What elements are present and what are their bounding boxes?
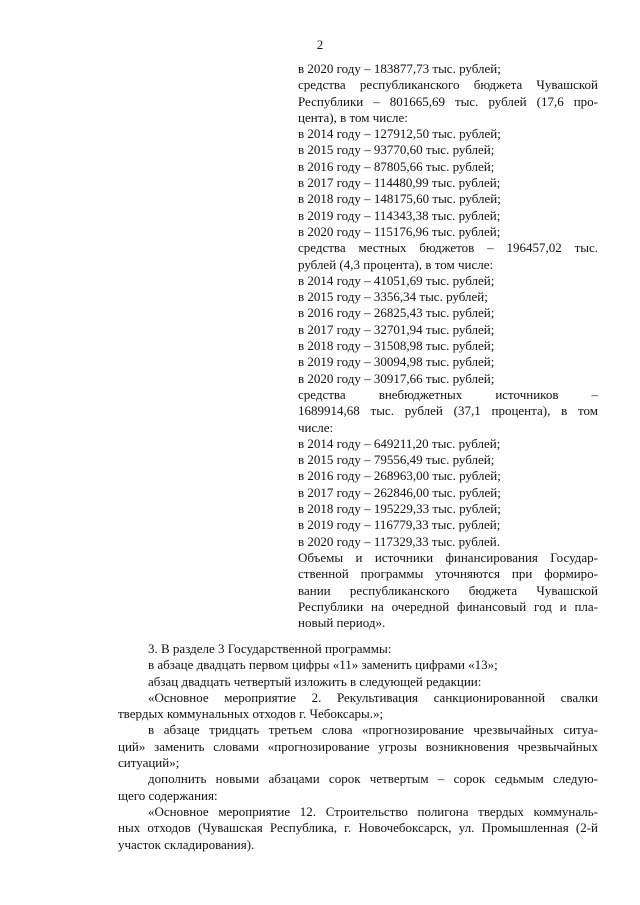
- financing-line: 1689914,68 тыс. рублей (37,1 процента), в том: [298, 403, 598, 419]
- financing-line: цента), в том числе:: [298, 109, 408, 125]
- financing-line: новый период».: [298, 615, 386, 631]
- financing-line: в 2014 году – 41051,69 тыс. рублей;: [298, 272, 495, 288]
- amendment-line: ных отходов (Чувашская Республика, г. Новочебоксарск, ул. Промышленная (2-й: [118, 820, 598, 836]
- financing-line: в 2018 году – 195229,33 тыс. рублей;: [298, 501, 501, 517]
- amendment-line: абзац двадцать четвертый изложить в следующей редакции:: [148, 673, 482, 689]
- financing-line: в 2017 году – 262846,00 тыс. рублей;: [298, 484, 501, 500]
- financing-line: в 2014 году – 127912,50 тыс. рублей;: [298, 126, 501, 142]
- financing-line: средства республиканского бюджета Чувашской: [298, 77, 598, 93]
- amendment-line: 3. В разделе 3 Государственной программы:: [148, 641, 392, 656]
- financing-line: в 2015 году – 3356,34 тыс. рублей;: [298, 289, 488, 305]
- financing-line: в 2017 году – 114480,99 тыс. рублей;: [298, 175, 501, 191]
- amendment-line: «Основное мероприятие 2. Рекультивация санкционированной свалки: [148, 689, 598, 705]
- amendment-line: участок складирования).: [118, 836, 255, 852]
- amendment-line: дополнить новыми абзацами сорок четвертым – сорок седьмым следую-: [148, 771, 598, 787]
- financing-line: в 2015 году – 93770,60 тыс. рублей;: [298, 142, 495, 158]
- financing-line: Объемы и источники финансирования Государ-: [298, 549, 598, 565]
- financing-line: в 2018 году – 148175,60 тыс. рублей;: [298, 191, 501, 207]
- financing-line: в 2020 году – 30917,66 тыс. рублей;: [298, 370, 495, 386]
- amendment-line: в абзаце тридцать третьем слова «прогнозирование чрезвычайных ситуа-: [148, 722, 598, 738]
- financing-line: средства местных бюджетов – 196457,02 тыс.: [298, 240, 598, 256]
- financing-line: числе:: [298, 419, 334, 435]
- financing-line: в 2019 году – 116779,33 тыс. рублей;: [298, 517, 501, 533]
- financing-line: средства внебюджетных источников –: [298, 386, 598, 402]
- financing-line: ственной программы уточняются при формиро-: [298, 566, 598, 582]
- financing-line: в 2016 году – 87805,66 тыс. рублей;: [298, 158, 495, 174]
- financing-line: в 2016 году – 26825,43 тыс. рублей;: [298, 305, 495, 321]
- amendment-line: в абзаце двадцать первом цифры «11» заменить цифрами «13»;: [148, 657, 498, 673]
- financing-line: в 2018 году – 31508,98 тыс. рублей;: [298, 338, 495, 354]
- financing-line: Республики на очередной финансовый год и пла-: [298, 598, 598, 614]
- financing-line: Республики – 801665,69 тыс. рублей (17,6 про-: [298, 93, 598, 109]
- financing-line: в 2014 году – 649211,20 тыс. рублей;: [298, 435, 501, 451]
- financing-line: в 2019 году – 114343,38 тыс. рублей;: [298, 207, 501, 223]
- financing-line: в 2020 году – 115176,96 тыс. рублей;: [298, 223, 501, 239]
- financing-line: в 2020 году – 117329,33 тыс. рублей.: [298, 533, 501, 549]
- financing-line: рублей (4,3 процента), в том числе:: [298, 256, 494, 272]
- financing-line: в 2015 году – 79556,49 тыс. рублей;: [298, 452, 495, 468]
- financing-line: в 2020 году – 183877,73 тыс. рублей;: [298, 61, 501, 76]
- page-number: 2: [316, 37, 324, 52]
- amendment-line: твердых коммунальных отходов г. Чебоксары.»;: [118, 706, 384, 722]
- amendment-line: «Основное мероприятие 12. Строительство полигона твердых коммуналь-: [148, 803, 598, 819]
- financing-line: в 2016 году – 268963,00 тыс. рублей;: [298, 468, 501, 484]
- financing-line: в 2019 году – 30094,98 тыс. рублей;: [298, 354, 495, 370]
- financing-column: [298, 61, 598, 631]
- amendments-section: [118, 641, 598, 853]
- amendment-line: ситуаций»;: [118, 755, 180, 771]
- financing-line: в 2017 году – 32701,94 тыс. рублей;: [298, 321, 495, 337]
- amendment-line: щего содержания:: [118, 787, 218, 803]
- amendment-line: ций» заменить словами «прогнозирование угрозы возникновения чрезвычайных: [118, 738, 598, 754]
- financing-line: вании республиканского бюджета Чувашской: [298, 582, 598, 598]
